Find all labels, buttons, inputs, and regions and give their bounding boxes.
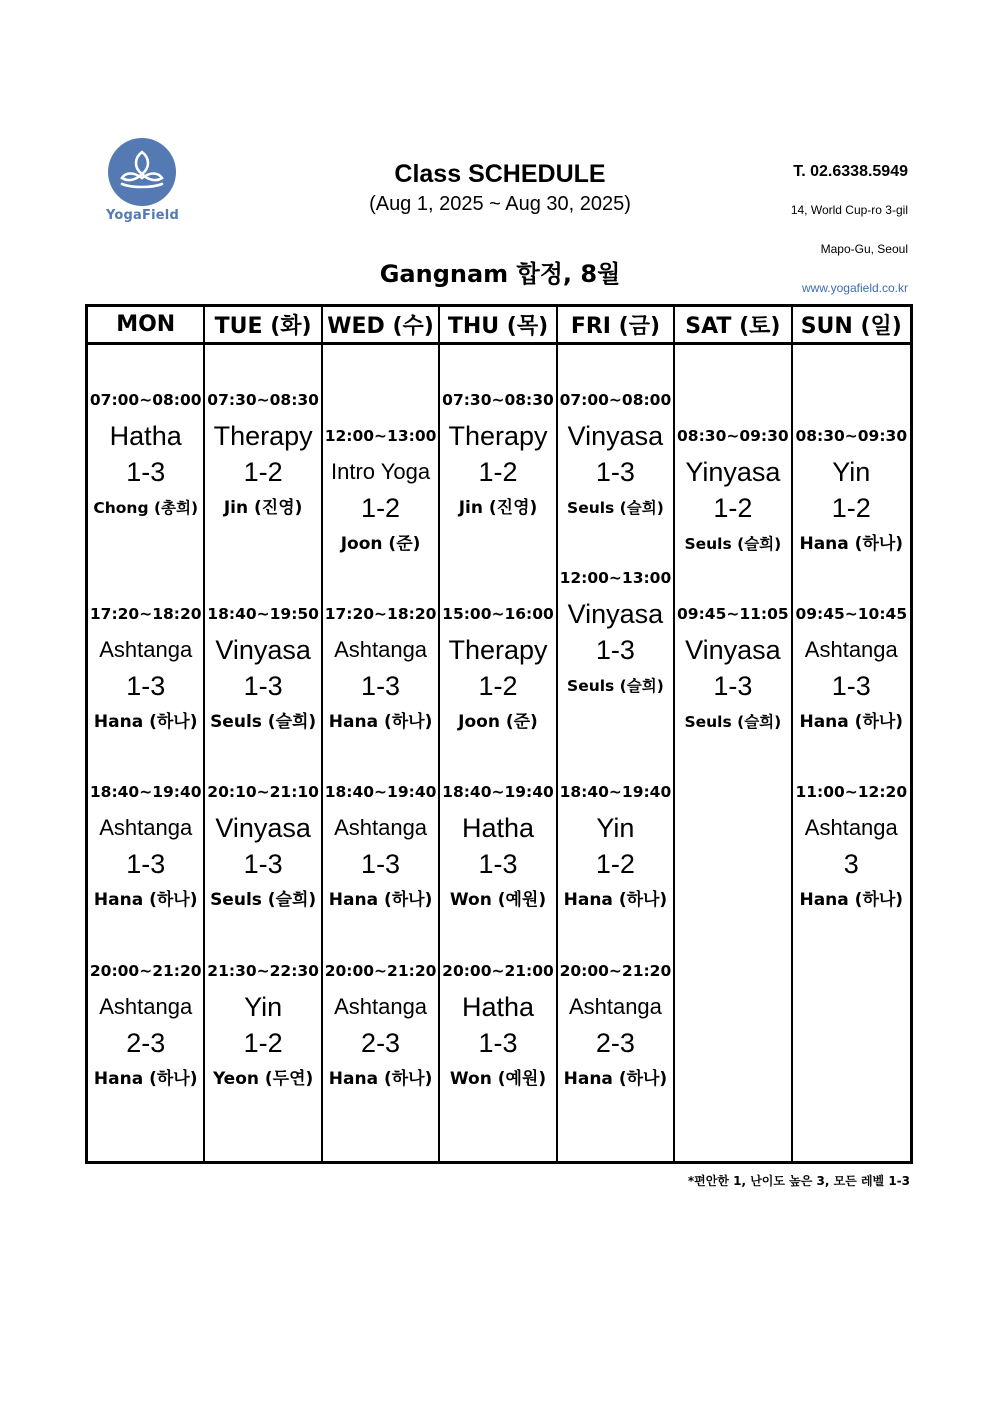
class-entry: [88, 382, 203, 526]
class-teacher: Seuls (슬희): [567, 677, 664, 695]
class-name: Yin: [244, 992, 283, 1022]
class-teacher: Seuls (슬희): [210, 890, 317, 910]
class-name: Ashtanga: [99, 994, 193, 1019]
class-name: Therapy: [213, 421, 313, 451]
class-name: Therapy: [448, 421, 548, 451]
class-entry: [440, 382, 555, 526]
class-teacher: Hana (하나): [328, 1069, 433, 1089]
class-teacher: Jin (진영): [458, 498, 538, 518]
day-header-tue: TUE (화): [205, 307, 322, 345]
class-name: Ashtanga: [99, 637, 193, 662]
class-level: 1-2: [243, 1028, 283, 1058]
class-entry: [440, 953, 555, 1097]
class-time: 20:00~21:20: [324, 962, 437, 980]
class-time: 07:00~08:00: [559, 391, 672, 409]
class-teacher: Seuls (슬희): [684, 535, 782, 553]
class-name: Ashtanga: [334, 994, 428, 1019]
day-column-sat: [675, 345, 792, 1161]
class-entry: [323, 418, 438, 562]
class-name: Hatha: [109, 421, 182, 451]
day-column-thu: [440, 345, 557, 1161]
class-teacher: Hana (하나): [799, 890, 904, 910]
class-time: 20:00~21:00: [442, 962, 554, 980]
class-entry: [205, 596, 320, 740]
class-name: Yinyasa: [685, 457, 781, 487]
class-teacher: Chong (총희): [93, 499, 199, 517]
class-time: 18:40~19:40: [559, 783, 672, 801]
class-teacher: Hana (하나): [799, 712, 904, 732]
class-entry: [558, 953, 673, 1097]
class-level: 1-3: [243, 671, 283, 701]
class-entry: [205, 382, 320, 526]
lotus-icon: [108, 138, 176, 206]
class-name: Intro Yoga: [331, 459, 431, 484]
class-entry: [323, 774, 438, 918]
schedule-table: [85, 304, 913, 1164]
class-name: Hatha: [461, 813, 535, 843]
class-time: 15:00~16:00: [442, 605, 554, 623]
class-teacher: Hana (하나): [328, 712, 433, 732]
class-time: 17:20~18:20: [89, 605, 202, 623]
class-level: 1-3: [478, 849, 518, 879]
class-teacher: Seuls (슬희): [684, 713, 782, 731]
class-entry: [440, 596, 555, 740]
class-name: Ashtanga: [804, 815, 898, 840]
class-name: Ashtanga: [568, 994, 662, 1019]
class-time: 20:00~21:20: [559, 962, 672, 980]
class-entry: [558, 382, 673, 526]
class-teacher: Jin (진영): [223, 498, 303, 518]
class-level: 3: [843, 849, 859, 879]
class-time: 11:00~12:20: [795, 783, 908, 801]
class-level: 1-2: [831, 493, 871, 523]
class-entry: [558, 560, 673, 704]
class-time: 12:00~13:00: [324, 427, 437, 445]
logo-text: YogaField: [106, 208, 179, 223]
day-header-sat: SAT (토): [675, 307, 792, 345]
class-time: 09:45~11:05: [677, 605, 789, 623]
class-name: Yin: [596, 813, 635, 843]
class-level: 1-3: [361, 671, 401, 701]
class-teacher: Joon (준): [458, 712, 538, 732]
branch-title: Gangnam 합정, 8월: [379, 260, 621, 288]
class-name: Ashtanga: [334, 815, 428, 840]
class-teacher: Hana (하나): [93, 712, 198, 732]
class-level: 1-3: [126, 671, 166, 701]
class-level: 1-3: [478, 1028, 518, 1058]
class-time: 18:40~19:40: [89, 783, 202, 801]
day-header-mon: MON: [88, 307, 205, 345]
class-teacher: Hana (하나): [799, 534, 904, 554]
day-column-mon: [88, 345, 205, 1161]
class-entry: [558, 774, 673, 918]
class-teacher: Hana (하나): [563, 1069, 668, 1089]
date-range: (Aug 1, 2025 ~ Aug 30, 2025): [369, 193, 631, 215]
day-column-wed: [323, 345, 440, 1161]
class-entry: [793, 418, 910, 562]
class-name: Vinyasa: [567, 599, 664, 629]
class-time: 20:00~21:20: [89, 962, 202, 980]
day-header-sun: SUN (일): [793, 307, 910, 345]
class-name: Yin: [832, 457, 871, 487]
class-name: Hatha: [461, 992, 535, 1022]
class-level: 1-2: [478, 671, 518, 701]
class-level: 1-2: [713, 493, 753, 523]
day-column-sun: [793, 345, 910, 1161]
phone-number: T. 02.6338.5949: [793, 163, 908, 180]
day-header-wed: WED (수): [323, 307, 440, 345]
website-link[interactable]: www.yogafield.co.kr: [801, 281, 908, 295]
class-level: 1-2: [243, 457, 283, 487]
class-entry: [675, 596, 790, 740]
class-entry: [440, 774, 555, 918]
class-time: 18:40~19:50: [207, 605, 319, 623]
class-name: Ashtanga: [99, 815, 193, 840]
class-time: 07:30~08:30: [207, 391, 319, 409]
class-time: 07:30~08:30: [442, 391, 554, 409]
class-name: Vinyasa: [567, 421, 664, 451]
class-teacher: Seuls (슬희): [567, 499, 664, 517]
class-teacher: Won (예원): [449, 1069, 547, 1089]
class-entry: [323, 596, 438, 740]
class-level: 1-3: [831, 671, 871, 701]
day-column-fri: [558, 345, 675, 1161]
class-level: 1-3: [243, 849, 283, 879]
class-time: 09:45~10:45: [795, 605, 908, 623]
class-name: Ashtanga: [334, 637, 428, 662]
class-entry: [88, 953, 203, 1097]
class-entry: [88, 774, 203, 918]
address-line-1: 14, World Cup-ro 3-gil: [790, 203, 908, 217]
class-entry: [793, 596, 910, 740]
day-column-tue: [205, 345, 322, 1161]
class-entry: [675, 418, 790, 562]
class-time: 08:30~09:30: [795, 427, 908, 445]
class-name: Vinyasa: [685, 635, 781, 665]
class-teacher: Hana (하나): [563, 890, 668, 910]
class-time: 18:40~19:40: [324, 783, 437, 801]
yogafield-logo: [106, 138, 178, 223]
class-teacher: Hana (하나): [93, 1069, 198, 1089]
class-time: 18:40~19:40: [442, 783, 554, 801]
class-teacher: Seuls (슬희): [210, 712, 317, 732]
class-name: Therapy: [448, 635, 548, 665]
class-entry: [205, 953, 320, 1097]
day-header-fri: FRI (금): [558, 307, 675, 345]
class-entry: [323, 953, 438, 1097]
class-time: 12:00~13:00: [559, 569, 672, 587]
class-level: 1-3: [713, 671, 753, 701]
class-time: 20:10~21:10: [207, 783, 319, 801]
class-level: 1-3: [595, 457, 635, 487]
class-name: Vinyasa: [215, 813, 311, 843]
class-entry: [205, 774, 320, 918]
class-level: 1-2: [478, 457, 518, 487]
class-level: 1-3: [595, 635, 635, 665]
class-level: 1-2: [361, 493, 401, 523]
class-level: 1-3: [361, 849, 401, 879]
class-level: 1-3: [126, 457, 166, 487]
day-header-thu: THU (목): [440, 307, 557, 345]
class-time: 07:00~08:00: [89, 391, 202, 409]
class-time: 08:30~09:30: [677, 427, 789, 445]
class-level: 2-3: [361, 1028, 401, 1058]
class-name: Ashtanga: [804, 637, 898, 662]
class-teacher: Hana (하나): [93, 890, 198, 910]
class-teacher: Hana (하나): [328, 890, 433, 910]
class-time: 21:30~22:30: [207, 962, 319, 980]
class-teacher: Won (예원): [449, 890, 547, 910]
class-teacher: Joon (준): [340, 534, 421, 554]
page-title: Class SCHEDULE: [394, 160, 606, 188]
level-footnote: *편안한 1, 난이도 높은 3, 모든 레벨 1-3: [687, 1174, 910, 1188]
class-level: 2-3: [126, 1028, 166, 1058]
class-level: 1-2: [595, 849, 635, 879]
class-time: 17:20~18:20: [324, 605, 437, 623]
class-entry: [793, 774, 910, 918]
address-line-2: Mapo-Gu, Seoul: [820, 242, 908, 256]
class-entry: [88, 596, 203, 740]
class-name: Vinyasa: [215, 635, 311, 665]
class-teacher: Yeon (두연): [212, 1069, 314, 1089]
class-level: 1-3: [126, 849, 166, 879]
class-level: 2-3: [595, 1028, 635, 1058]
